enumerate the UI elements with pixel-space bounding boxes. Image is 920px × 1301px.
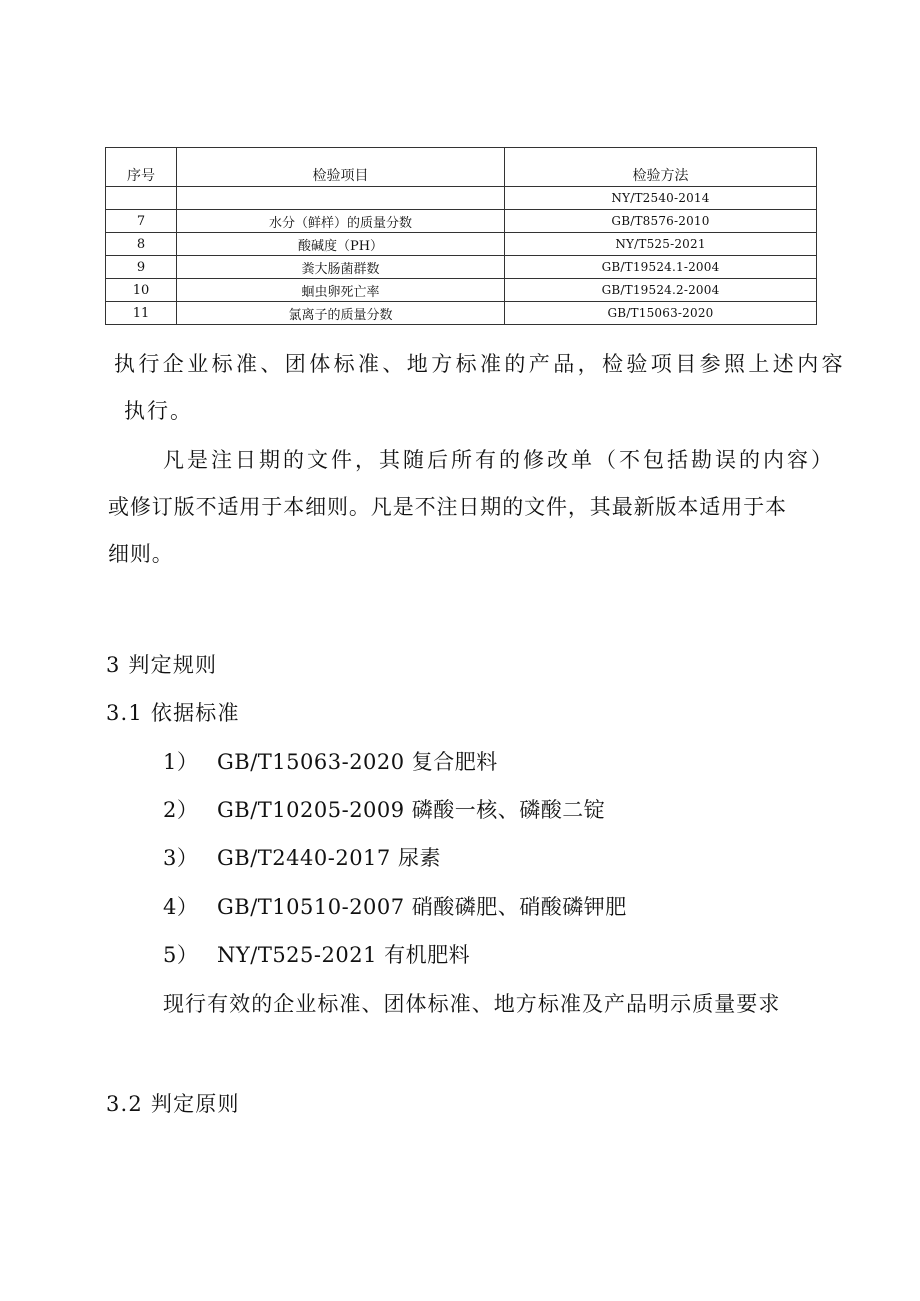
- subsection-heading-judgement-principles: 3.2 判定原则: [106, 1092, 240, 1116]
- cell-item: 酸碱度（PH）: [177, 233, 505, 256]
- table-row: [106, 256, 817, 279]
- standard-list-item: [163, 848, 441, 869]
- paragraph-scope-line-1: 执行企业标准、团体标准、地方标准的产品，检验项目参照上述内容: [114, 352, 846, 376]
- cell-method: GB/T19524.2-2004: [505, 279, 817, 302]
- inspection-table: [105, 147, 817, 325]
- table-row: [106, 210, 817, 233]
- cell-item: [177, 187, 505, 210]
- paragraph-scope-line-2: 执行。: [124, 399, 193, 423]
- cell-method: NY/T2540-2014: [505, 187, 817, 210]
- table-header-row: [106, 148, 817, 187]
- list-number: 4）: [163, 895, 199, 919]
- paragraph-dated-docs-line-2: 或修订版不适用于本细则。凡是不注日期的文件，其最新版本适用于本: [108, 495, 787, 519]
- list-number: 3）: [163, 846, 199, 870]
- header-method: 检验方法: [505, 148, 817, 187]
- cell-item: 氯离子的质量分数: [177, 302, 505, 325]
- cell-method: NY/T525-2021: [505, 233, 817, 256]
- cell-no: [106, 187, 177, 210]
- table-row: [106, 187, 817, 210]
- list-text: GB/T2440-2017 尿素: [217, 846, 441, 870]
- cell-no: 11: [106, 302, 177, 325]
- section-heading-judgement-rules: 3 判定规则: [106, 653, 218, 677]
- cell-no: 9: [106, 256, 177, 279]
- list-text: GB/T10205-2009 磷酸一核、磷酸二锭: [217, 798, 606, 822]
- current-standards-note: 现行有效的企业标准、团体标准、地方标准及产品明示质量要求: [163, 992, 781, 1016]
- paragraph-dated-docs-line-1: 凡是注日期的文件，其随后所有的修改单（不包括勘误的内容）: [163, 448, 835, 472]
- header-item: 检验项目: [177, 148, 505, 187]
- cell-item: 粪大肠菌群数: [177, 256, 505, 279]
- cell-method: GB/T15063-2020: [505, 302, 817, 325]
- paragraph-dated-docs-line-3: 细则。: [108, 542, 174, 566]
- cell-item: 蛔虫卵死亡率: [177, 279, 505, 302]
- table-row: [106, 233, 817, 256]
- header-no: 序号: [106, 148, 177, 187]
- cell-no: 10: [106, 279, 177, 302]
- cell-method: GB/T19524.1-2004: [505, 256, 817, 279]
- list-number: 5）: [163, 943, 199, 967]
- standard-list-item: [163, 897, 627, 918]
- list-text: NY/T525-2021 有机肥料: [217, 943, 471, 967]
- list-number: 2）: [163, 798, 199, 822]
- list-text: GB/T10510-2007 硝酸磷肥、硝酸磷钾肥: [217, 895, 627, 919]
- cell-item: 水分（鲜样）的质量分数: [177, 210, 505, 233]
- list-text: GB/T15063-2020 复合肥料: [217, 750, 498, 774]
- cell-method: GB/T8576-2010: [505, 210, 817, 233]
- cell-no: 8: [106, 233, 177, 256]
- list-number: 1）: [163, 750, 199, 774]
- cell-no: 7: [106, 210, 177, 233]
- standard-list-item: [163, 945, 470, 966]
- table-row: [106, 279, 817, 302]
- subsection-heading-basis-standards: 3.1 依据标准: [106, 701, 240, 725]
- standard-list-item: [163, 800, 605, 821]
- standard-list-item: [163, 752, 498, 773]
- table-row: [106, 302, 817, 325]
